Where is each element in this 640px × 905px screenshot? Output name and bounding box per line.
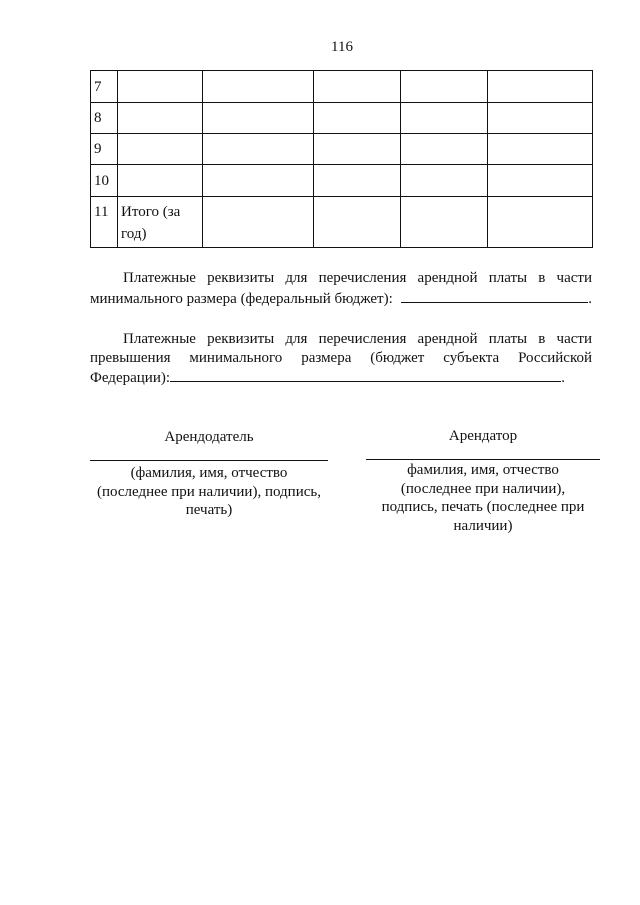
payment-regional-line-2: превышения минимального размера (бюджет субъекта Российской <box>90 350 592 366</box>
payment-regional-text: Федерации): <box>90 370 171 386</box>
row-number: 9 <box>91 134 118 165</box>
table-cell <box>488 134 593 165</box>
table-cell <box>203 71 314 103</box>
landlord-caption-line: (фамилия, имя, отчество <box>130 465 288 481</box>
payment-regional-line-3 <box>90 368 565 388</box>
tenant-caption-line: фамилия, имя, отчество <box>407 462 559 478</box>
table-cell <box>488 197 593 248</box>
table-cell <box>203 197 314 248</box>
payment-federal-text: минимального размера (федеральный бюджет): <box>90 291 393 307</box>
tenant-caption <box>333 461 633 535</box>
payment-federal-line-1: Платежные реквизиты для перечисления арендной платы в части <box>123 270 592 286</box>
payment-regional-line-1: Платежные реквизиты для перечисления арендной платы в части <box>123 331 592 347</box>
payment-federal-end: . <box>588 291 592 307</box>
landlord-caption-line: печать) <box>185 502 233 518</box>
total-label: Итого (за год) <box>118 197 203 248</box>
tenant-caption-line: наличии) <box>453 517 513 534</box>
tenant-title: Арендатор <box>448 428 518 444</box>
payment-federal-line-2 <box>90 289 592 309</box>
payment-federal-blank <box>401 290 588 303</box>
row-number: 10 <box>91 165 118 197</box>
table-cell <box>401 165 488 197</box>
table-cell <box>203 165 314 197</box>
landlord-signature-line <box>90 460 328 461</box>
landlord-title: Арендодатель <box>164 429 254 445</box>
table-cell <box>488 103 593 134</box>
table-cell <box>314 165 401 197</box>
table-cell <box>118 165 203 197</box>
row-number: 8 <box>91 103 118 134</box>
table-cell <box>203 103 314 134</box>
table-cell <box>203 134 314 165</box>
table-cell <box>488 71 593 103</box>
table-cell <box>401 134 488 165</box>
table-cell <box>314 71 401 103</box>
payment-table <box>90 70 593 248</box>
landlord-caption-line: (последнее при наличии), подпись, <box>97 483 321 500</box>
tenant-caption-line: (последнее при наличии), <box>400 480 566 497</box>
row-number: 7 <box>91 71 118 103</box>
table-cell <box>314 197 401 248</box>
table-cell <box>314 103 401 134</box>
table-cell <box>118 103 203 134</box>
row-number: 11 <box>91 197 118 248</box>
payment-regional-end: . <box>561 370 565 386</box>
landlord-caption <box>59 464 359 520</box>
tenant-caption-line: подпись, печать (последнее при <box>381 499 585 515</box>
page-number: 116 <box>331 39 353 55</box>
table-cell <box>314 134 401 165</box>
table-cell <box>118 134 203 165</box>
table-cell <box>488 165 593 197</box>
table-cell <box>401 103 488 134</box>
table-cell <box>401 71 488 103</box>
tenant-signature-line <box>366 459 600 460</box>
table-cell <box>401 197 488 248</box>
payment-regional-blank <box>170 369 561 382</box>
table-cell <box>118 71 203 103</box>
